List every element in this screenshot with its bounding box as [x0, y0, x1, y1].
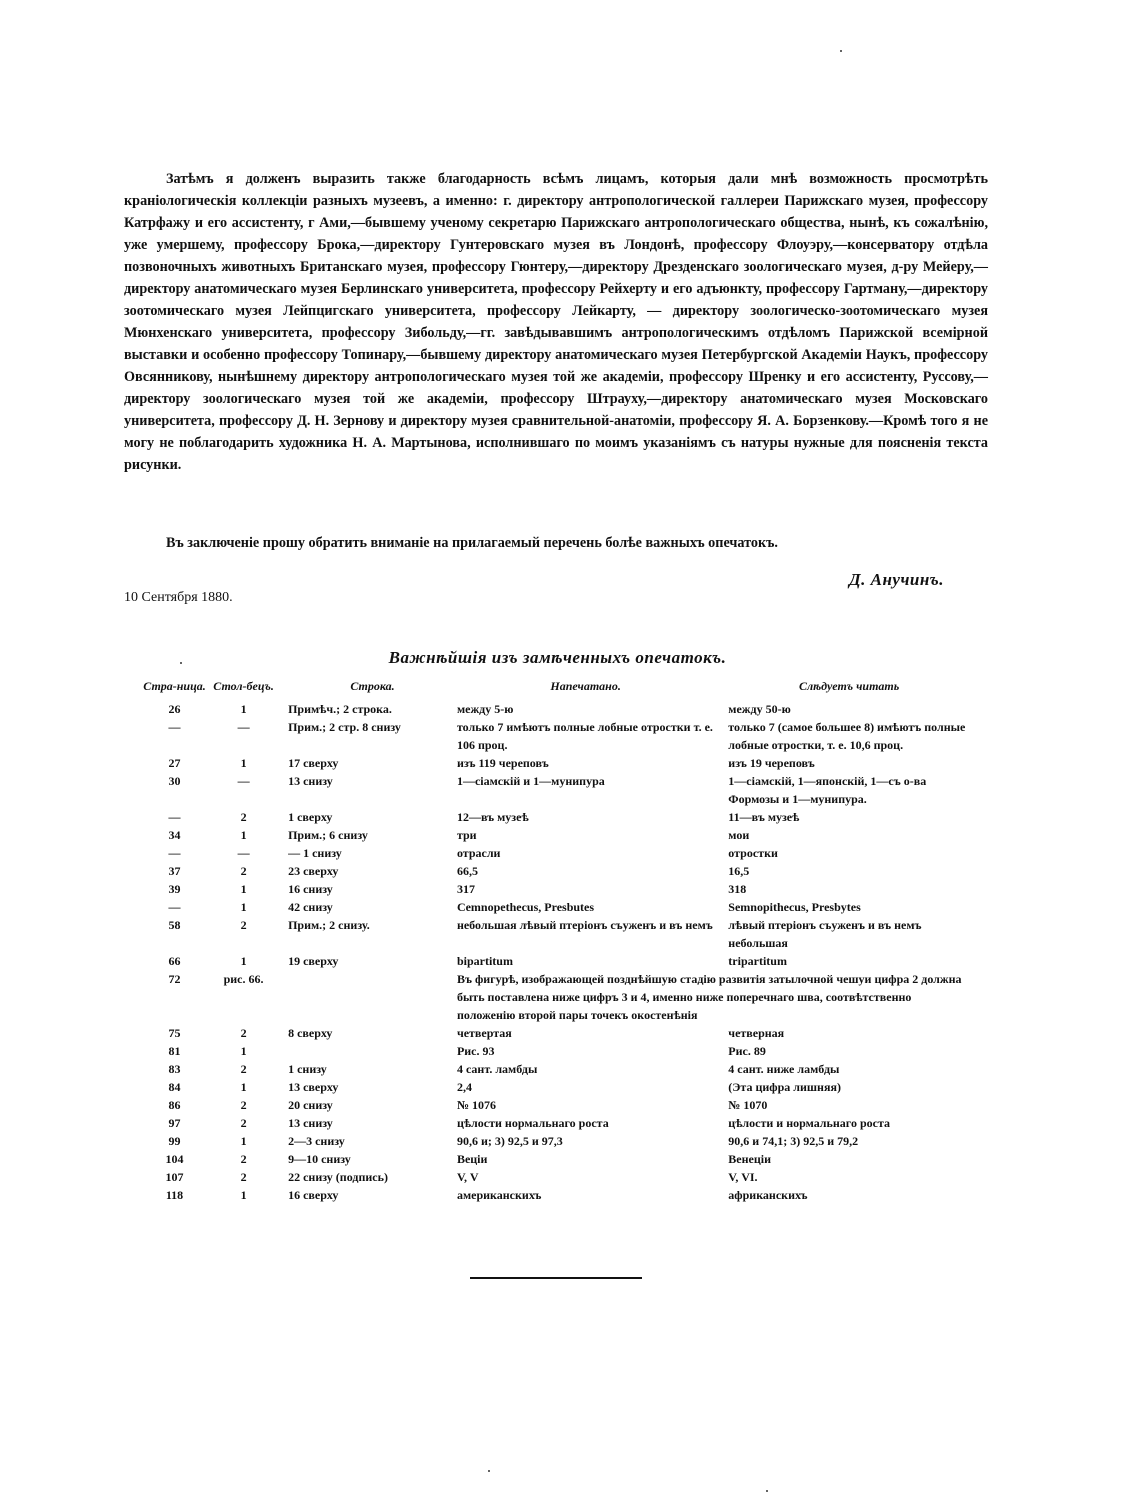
- errata-page-cell: 118: [165, 1188, 184, 1202]
- errata-line-cell: — 1 снизу: [288, 846, 342, 860]
- errata-page-cell: 39: [168, 882, 181, 896]
- scan-speck: [488, 1470, 490, 1472]
- header-line: Строка.: [350, 679, 395, 693]
- errata-row: [140, 1096, 970, 1114]
- errata-should-read-cell: африканскихъ: [728, 1188, 808, 1202]
- errata-line-cell: Прим.; 6 снизу: [288, 828, 368, 842]
- errata-should-read-cell: V, VI.: [728, 1170, 758, 1184]
- errata-printed-cell: 2,4: [456, 1080, 472, 1094]
- errata-printed-cell: bipartitum: [456, 954, 513, 968]
- errata-should-read-cell: 318: [728, 882, 747, 896]
- errata-page-cell: 72: [168, 972, 181, 986]
- errata-line-cell: 13 снизу: [288, 1116, 333, 1130]
- errata-line-cell: [278, 1042, 457, 1060]
- author-signature: Д. Анучинъ.: [849, 570, 944, 589]
- errata-table: [140, 680, 970, 1204]
- errata-should-read-cell: 4 сант. ниже ламбды: [728, 1062, 840, 1076]
- errata-title: Важнѣйшія изъ замѣченныхъ опечатокъ.: [388, 648, 727, 667]
- errata-printed-cell: 66,5: [456, 864, 478, 878]
- errata-should-read-cell: только 7 (самое большее 8) имѣютъ полные лобные отростки, т. е. 10,6 проц.: [728, 720, 966, 752]
- errata-page-cell: —: [168, 810, 181, 824]
- errata-row: [140, 754, 970, 772]
- errata-line-cell: 23 сверху: [288, 864, 339, 878]
- errata-should-read-cell: мои: [728, 828, 750, 842]
- errata-line-cell: [278, 970, 457, 1024]
- errata-column-cell: 1: [240, 756, 247, 770]
- errata-page-cell: 66: [168, 954, 181, 968]
- errata-page-cell: —: [168, 900, 181, 914]
- closing-rule: [470, 1277, 642, 1279]
- errata-row: [140, 772, 970, 808]
- errata-column-cell: 1: [240, 900, 247, 914]
- errata-line-cell: 1 снизу: [288, 1062, 327, 1076]
- errata-should-read-cell: № 1070: [728, 1098, 768, 1112]
- errata-printed-cell: Веціи: [456, 1152, 488, 1166]
- errata-printed-cell: 12—въ музеѣ: [456, 810, 529, 824]
- errata-should-read-cell: между 50-ю: [728, 702, 791, 716]
- errata-column-cell: 2: [240, 1062, 247, 1076]
- errata-line-cell: Прим.; 2 стр. 8 снизу: [288, 720, 401, 734]
- errata-row: [140, 952, 970, 970]
- errata-page-cell: 30: [168, 774, 181, 788]
- errata-page-cell: 107: [165, 1170, 184, 1184]
- errata-page-cell: 84: [168, 1080, 181, 1094]
- errata-printed-cell: три: [456, 828, 477, 842]
- errata-column-cell: 2: [240, 1116, 247, 1130]
- errata-row: [140, 808, 970, 826]
- errata-body: [140, 700, 970, 1204]
- errata-line-cell: 17 сверху: [288, 756, 339, 770]
- errata-column-cell: 1: [240, 954, 247, 968]
- errata-column-cell: 1: [240, 828, 247, 842]
- errata-row: [140, 826, 970, 844]
- header-page: Стра-ница.: [143, 679, 206, 693]
- errata-column-cell: 2: [240, 1098, 247, 1112]
- errata-line-cell: 13 сверху: [288, 1080, 339, 1094]
- errata-page-cell: —: [168, 846, 181, 860]
- preface-date: 10 Сентября 1880.: [124, 590, 233, 605]
- errata-column-cell: 1: [240, 1134, 247, 1148]
- errata-should-read-cell: (Эта цифра лишняя): [728, 1080, 841, 1094]
- errata-line-cell: Примѣч.; 2 строка.: [288, 702, 392, 716]
- errata-row: [140, 1078, 970, 1096]
- errata-line-cell: Прим.; 2 снизу.: [288, 918, 370, 932]
- errata-row: [140, 1114, 970, 1132]
- errata-column-cell: 1: [240, 882, 247, 896]
- errata-page-cell: —: [168, 720, 181, 734]
- errata-line-cell: 16 снизу: [288, 882, 333, 896]
- errata-should-read-cell: четверная: [728, 1026, 785, 1040]
- errata-column-cell: 2: [240, 1152, 247, 1166]
- errata-printed-cell: между 5-ю: [456, 702, 514, 716]
- errata-should-read-cell: Венеціи: [728, 1152, 772, 1166]
- errata-page-cell: 97: [168, 1116, 181, 1130]
- errata-should-read-cell: 11—въ музеѣ: [728, 810, 800, 824]
- errata-line-cell: 16 сверху: [288, 1188, 339, 1202]
- errata-should-read-cell: цѣлости и нормальнаго роста: [728, 1116, 890, 1130]
- errata-line-cell: 9—10 снизу: [288, 1152, 351, 1166]
- errata-page-cell: 104: [165, 1152, 184, 1166]
- errata-printed-cell: небольшая лѣвый птеріонъ съуженъ и въ немъ: [456, 918, 713, 932]
- errata-line-cell: 19 сверху: [288, 954, 339, 968]
- header-column: Стол-бецъ.: [213, 679, 274, 693]
- errata-row: [140, 718, 970, 754]
- scan-speck: [180, 662, 182, 664]
- errata-printed-cell: Въ фигурѣ, изображающей позднѣйшую стадію развитія затылочной чешуи цифра 2 должна быть поставлена ниже цифръ 3 и 4, именно ниже поперечнаго шва, соотвѣтственно положенію второй пары точекъ окостенѣнія: [456, 972, 962, 1022]
- errata-row: [140, 1186, 970, 1204]
- errata-row: [140, 862, 970, 880]
- errata-row: [140, 898, 970, 916]
- errata-column-cell: 2: [240, 1026, 247, 1040]
- scan-speck: [766, 1490, 768, 1492]
- errata-should-read-cell: 16,5: [728, 864, 750, 878]
- errata-should-read-cell: Рис. 89: [728, 1044, 766, 1058]
- errata-row: [140, 916, 970, 952]
- errata-should-read-cell: Semnopithecus, Presbytes: [728, 900, 861, 914]
- errata-column-cell: 2: [240, 918, 247, 932]
- errata-page-cell: 26: [168, 702, 181, 716]
- errata-should-read-cell: tripartitum: [728, 954, 787, 968]
- header-printed: Напечатано.: [550, 679, 621, 693]
- errata-row: [140, 1168, 970, 1186]
- errata-header-row: [140, 680, 970, 700]
- errata-line-cell: 20 снизу: [288, 1098, 333, 1112]
- errata-printed-cell: № 1076: [456, 1098, 496, 1112]
- errata-line-cell: 1 сверху: [288, 810, 333, 824]
- errata-printed-cell: только 7 имѣютъ полные лобные отростки т. е. 106 проц.: [456, 720, 713, 752]
- errata-printed-cell: 4 сант. ламбды: [456, 1062, 538, 1076]
- errata-row: [140, 1060, 970, 1078]
- errata-line-cell: 42 снизу: [288, 900, 333, 914]
- errata-should-read-cell: лѣвый птеріонъ съуженъ и въ немъ небольшая: [728, 918, 922, 950]
- errata-row: [140, 880, 970, 898]
- errata-row: [140, 1042, 970, 1060]
- acknowledgements-paragraph: Затѣмъ я долженъ выразить также благодарность всѣмъ лицамъ, которыя дали мнѣ возможность просмотрѣть краніологическія коллекціи разныхъ музеевъ, а именно: г. директору антропологической галлереи Парижскаго музея, профессору Катрфажу и его ассистенту, г Ами,—бывшему ученому секретарю Парижскаго антропологическаго общества, нынѣ, къ сожалѣнію, уже умершему, профессору Брока,—директору Гунтеровскаго музея въ Лондонѣ, профессору Флоуэру,—консерватору отдѣла позвоночныхъ животныхъ Британскаго музея, профессору Гюнтеру,—директору Дрезденскаго зоологическаго музея, д-ру Мейеру,—директору анатомическаго музея Берлинскаго университета, профессору Рейхерту и его адъюнкту, профессору Гартману,—директору зоотомическаго музея Лейпцигскаго университета, профессору Лейкарту, — директору зоологическо-зоотомическаго музея Мюнхенскаго университета, профессору Зибольду,—гг. завѣдывавшимъ антропологическимъ отдѣломъ Парижской всемірной выставки и особенно профессору Топинару,—бывшему директору анатомическаго музея Петербургской Академіи Наукъ, профессору Овсянникову, нынѣшнему директору антропологическаго музея той же академіи, профессору Шренку и его ассистенту, Руссову,—директору зоологическаго музея той же академіи, профессору Штрауху,—директору анатомическаго музея Московскаго университета, профессору Д. Н. Зернову и директору музея сравнительной-анатоміи, профессору Я. А. Борзенкову.—Кромѣ того я не могу не поблагодарить художника Н. А. Мартынова, исполнившаго по моимъ указаніямъ съ натуры нужные для поясненія текста рисунки.: [124, 171, 988, 473]
- errata-line-cell: 22 снизу (подпись): [288, 1170, 388, 1184]
- errata-column-cell: 1: [240, 1080, 247, 1094]
- errata-column-cell: —: [237, 720, 250, 734]
- errata-note-paragraph: Въ заключеніе прошу обратить вниманіе на прилагаемый перечень болѣе важныхъ опечатокъ.: [166, 535, 778, 551]
- scan-speck: [840, 50, 842, 52]
- errata-printed-cell: отрасли: [456, 846, 501, 860]
- errata-row: [140, 844, 970, 862]
- errata-page-cell: 75: [168, 1026, 181, 1040]
- errata-printed-cell: 90,6 и; 3) 92,5 и 97,3: [456, 1134, 563, 1148]
- errata-column-cell: 1: [240, 1188, 247, 1202]
- errata-row: [140, 1150, 970, 1168]
- errata-line-cell: 2—3 снизу: [288, 1134, 345, 1148]
- errata-page-cell: 37: [168, 864, 181, 878]
- errata-column-cell: 2: [240, 864, 247, 878]
- errata-page-cell: 34: [168, 828, 181, 842]
- errata-column-cell: 1: [240, 1044, 247, 1058]
- errata-printed-cell: четвертая: [456, 1026, 512, 1040]
- errata-row: [140, 1132, 970, 1150]
- errata-should-read-cell: изъ 19 череповъ: [728, 756, 815, 770]
- errata-page-cell: 27: [168, 756, 181, 770]
- errata-page-cell: 99: [168, 1134, 181, 1148]
- errata-should-read-cell: 1—сіамскій, 1—японскій, 1—съ о-ва Формозы и 1—мунипура.: [728, 774, 927, 806]
- errata-printed-cell: цѣлости нормальнаго роста: [456, 1116, 609, 1130]
- errata-column-cell: 1: [240, 702, 247, 716]
- errata-printed-cell: V, V: [456, 1170, 479, 1184]
- errata-printed-cell: американскихъ: [456, 1188, 542, 1202]
- errata-should-read-cell: отростки: [728, 846, 778, 860]
- errata-column-cell: рис. 66.: [223, 972, 264, 986]
- errata-row: [140, 1024, 970, 1042]
- errata-page-cell: 83: [168, 1062, 181, 1076]
- errata-column-cell: 2: [240, 810, 247, 824]
- errata-column-cell: 2: [240, 1170, 247, 1184]
- errata-line-cell: 8 сверху: [288, 1026, 333, 1040]
- errata-page-cell: 86: [168, 1098, 181, 1112]
- errata-printed-cell: Рис. 93: [456, 1044, 495, 1058]
- header-should-read: Слѣдуетъ читать: [799, 679, 900, 693]
- errata-line-cell: 13 снизу: [288, 774, 333, 788]
- errata-page-cell: 81: [168, 1044, 181, 1058]
- errata-should-read-cell: 90,6 и 74,1; 3) 92,5 и 79,2: [728, 1134, 859, 1148]
- errata-printed-cell: 317: [456, 882, 475, 896]
- errata-row: [140, 970, 970, 1024]
- errata-printed-cell: Cemnopethecus, Presbutes: [456, 900, 595, 914]
- errata-column-cell: —: [237, 774, 250, 788]
- errata-page-cell: 58: [168, 918, 181, 932]
- errata-column-cell: —: [237, 846, 250, 860]
- errata-printed-cell: 1—сіамскій и 1—мунипура: [456, 774, 605, 788]
- errata-printed-cell: изъ 119 череповъ: [456, 756, 549, 770]
- errata-row: [140, 700, 970, 718]
